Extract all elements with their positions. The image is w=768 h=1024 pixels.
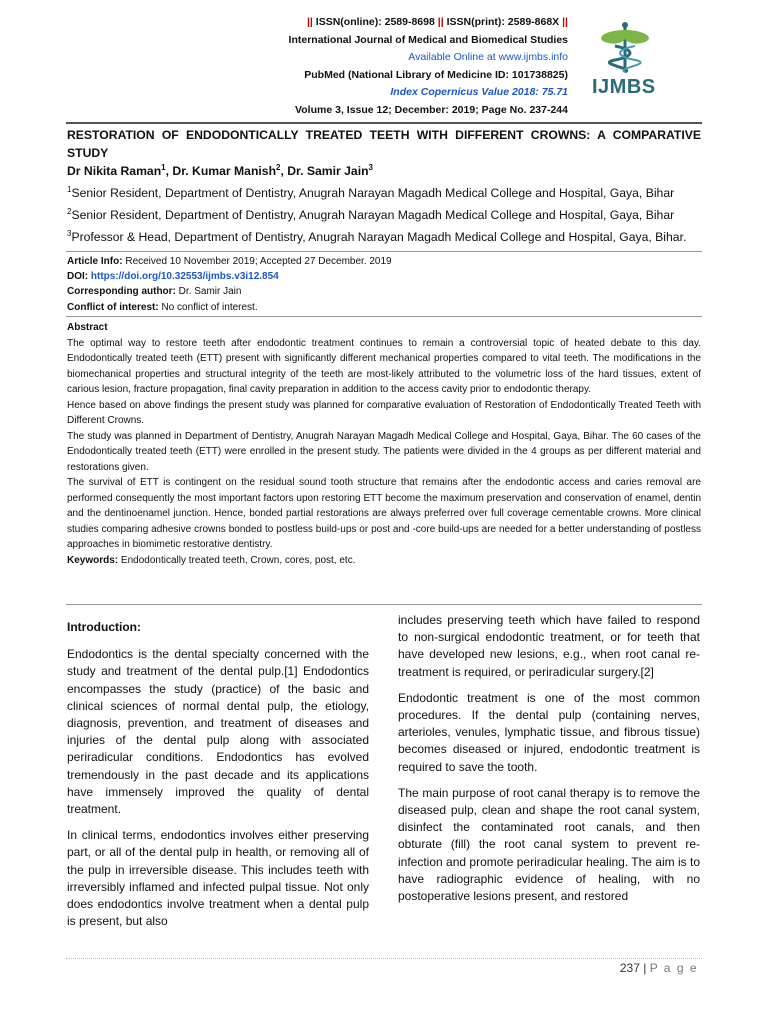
affil-marker: 1 [67, 185, 72, 194]
body-column-left [67, 612, 369, 939]
issn-separator: || [437, 16, 444, 28]
issn-separator: || [306, 16, 313, 28]
author-separator: , [165, 164, 173, 179]
journal-url-link[interactable]: www.ijmbs.info [498, 51, 568, 63]
copernicus-line: Index Copernicus Value 2018: 75.71 [390, 86, 568, 98]
abstract-divider-top [66, 316, 702, 317]
body-paragraph: Endodontic treatment is one of the most common procedures. If the dental pulp (containing nerves, arterioles, venules, lymphatic tissue, and fibrous tissue) becomes diseased or injured, endodontic treatment is required to save the tooth. [398, 690, 700, 774]
author-list [67, 163, 373, 178]
author-name: Dr. Kumar Manish [172, 164, 277, 179]
available-prefix: Available Online at [408, 51, 499, 63]
footer-divider [66, 958, 702, 959]
available-online-line [289, 49, 568, 67]
body-paragraph: includes preserving teeth which have failed to respond to non-surgical endodontic treatment, or for teeth that have developed new lesions, e.g., when root canal re-treatment is required, or periradicular surgery.[2] [398, 613, 700, 679]
corresponding-line [67, 284, 701, 299]
author-name: Dr. Samir Jain [287, 164, 369, 179]
header-divider [66, 122, 702, 124]
affil-marker: 2 [67, 206, 72, 216]
body-paragraph: Endodontics is the dental specialty concerned with the study and treatment of the dental pulp.[1] Endodontics encompasses the study (practice) of the basic and clinical sciences of normal dental pulp, the etiology, diagnosis, prevention, and treatment of diseases and injuries of the dental pulp along with associated periradicular conditions. Endodontics has evolved tremendously in the past decade and its applications have immensely improved the quality of dental treatment. [67, 647, 369, 817]
pubmed-line: PubMed (National Library of Medicine ID: 101738825) [304, 68, 568, 81]
affil-marker: 3 [67, 228, 72, 238]
abstract-paragraph: The study was planned in Department of Dentistry, Anugrah Narayan Magadh Medical College and Hospital, Gaya, Bihar. The 60 cases of the Endodontically treated teeth (ETT) were enrolled in the present study. The patients were divided in the 4 groups as per different material and restorations given. [67, 430, 701, 473]
abstract-divider-bottom [66, 604, 702, 605]
affiliation-item [67, 181, 701, 203]
conflict-value: No conflict of interest. [158, 301, 258, 313]
body-column-right [398, 612, 700, 914]
doi-link[interactable]: https://doi.org/10.32553/ijmbs.v3i12.854 [88, 271, 279, 283]
logo-text: IJMBS [592, 76, 656, 98]
article-info [67, 254, 701, 315]
conflict-label: Conflict of interest: [67, 301, 159, 313]
author-affil-marker: 2 [276, 163, 281, 172]
issn-print: ISSN(print): 2589-868X [446, 16, 560, 28]
article-info-label: Article Info: [67, 256, 123, 267]
journal-name: International Journal of Medical and Biomedical Studies [288, 33, 568, 46]
journal-info-block [289, 14, 568, 119]
page-number [620, 961, 698, 975]
affiliations [67, 181, 701, 247]
doi-line [67, 269, 701, 284]
author-affil-marker: 3 [368, 163, 373, 172]
affiliation-text: Senior Resident, Department of Dentistry, Anugrah Narayan Magadh Medical College and Hospital, Gaya, Bihar [71, 207, 675, 222]
affiliation-text: Senior Resident, Department of Dentistry, Anugrah Narayan Magadh Medical College and Hospital, Gaya, Bihar [71, 186, 675, 201]
doi-label: DOI: [67, 271, 89, 283]
abstract-section [67, 320, 701, 568]
affiliation-text: Professor & Head, Department of Dentistry, Anugrah Narayan Magadh Medical College and Hospital, Gaya, Bihar. [71, 229, 687, 244]
abstract-paragraph: The survival of ETT is contingent on the residual sound tooth structure that remains after the endodontic access and caries removal are performed consequently the most important factors upon restoring ETT become the maximum preservation and conservation of enamel, dentin and the dentinoenamel junction. Hence, bonded partial restorations are always preferred over full coverage cementable crowns. More clinical studies comparing adhesive crowns bonded to postless build-ups or post and -core build-ups are needed for a better understanding of postless approaches in biomimetic restorative dentistry. [67, 477, 701, 550]
keywords-line [67, 553, 701, 569]
journal-header [0, 14, 768, 114]
corresponding-label: Corresponding author: [67, 286, 176, 298]
corresponding-value: Dr. Samir Jain [175, 286, 242, 298]
abstract-paragraph: The optimal way to restore teeth after endodontic treatment continues to remain a controversial topic of heated debate to this day. Endodontically treated teeth (ETT) present with significantly different mechanical properties compared to vital teeth. The modifications in the biomechanical properties and structural integrity of the teeth are most-likely attributed to the volumetric loss of the hard tissues, extent of carious lesion, fracture propagation, final cavity preparation in addition to the access cavity prior to endodontic therapy. [67, 337, 701, 395]
issn-online: ISSN(online): 2589-8698 [315, 16, 435, 28]
keywords-label: Keywords: [67, 554, 119, 566]
page-label: P a g e [649, 961, 698, 975]
body-paragraph: In clinical terms, endodontics involves either preserving part, or all of the dental pulp in health, or removing all of the pulp in irreversible disease. This includes teeth with irreversibly inflamed and infected pulpal tissue. Not only does endodontics involve treatment when a dental pulp is present, but also [67, 828, 369, 929]
abstract-paragraph: Hence based on above findings the present study was planned for comparative evaluation of Restoration of Endodontically Treated Teeth with Different Crowns. [67, 399, 701, 426]
issn-separator: || [562, 16, 568, 28]
volume-line: Volume 3, Issue 12; December: 2019; Page No. 237-244 [295, 103, 568, 116]
author-name: Dr Nikita Raman [67, 164, 162, 179]
info-divider-top [66, 251, 702, 252]
article-title: RESTORATION OF ENDODONTICALLY TREATED TEETH WITH DIFFERENT CROWNS: A COMPARATIVE STUDY [67, 128, 701, 160]
article-info-value: Received 10 November 2019; Accepted 27 December. 2019 [122, 256, 392, 267]
introduction-heading: Introduction: [67, 620, 141, 634]
author-separator: , [280, 164, 288, 179]
affiliation-item [67, 203, 701, 225]
keywords-value: Endodontically treated teeth, Crown, cores, post, etc. [118, 554, 356, 566]
issn-line [289, 14, 568, 32]
article-info-line [67, 254, 701, 269]
author-affil-marker: 1 [161, 163, 166, 172]
page-separator: | [639, 961, 650, 975]
affiliation-item [67, 225, 701, 247]
abstract-heading: Abstract [67, 322, 108, 333]
conflict-line [67, 300, 701, 315]
page-number-value: 237 [619, 961, 640, 975]
body-paragraph: The main purpose of root canal therapy is to remove the diseased pulp, clean and shape the root canal system, disinfect the contaminated root canals, and then obturate (fill) the root canal system to prevent re-infection and promote periradicular healing. The aim is to have radiographic evidence of healing, with no postoperative lesions present, and restored [398, 785, 700, 904]
